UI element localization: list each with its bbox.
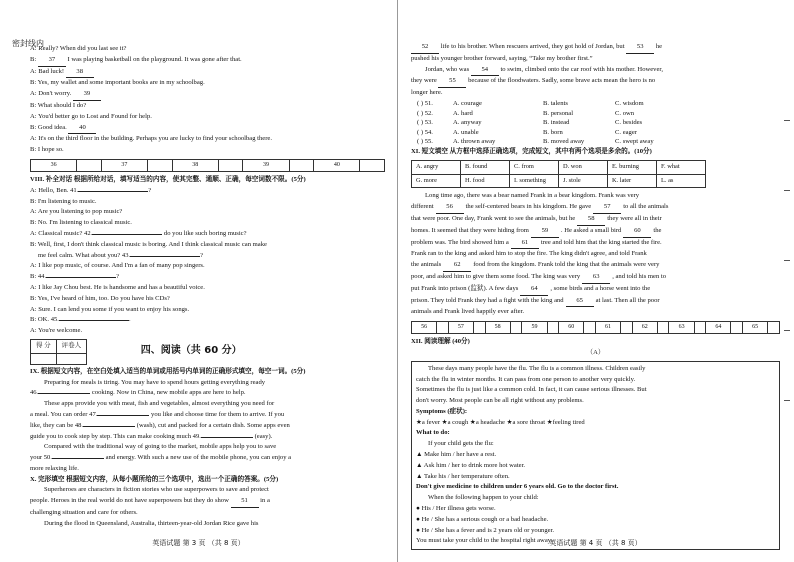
dialogue-line [30,55,385,67]
box-line: don't worry. Most people can be all right without any problems. [416,397,584,405]
answer-blank-44[interactable] [46,277,116,278]
answer-cell: 37 [101,159,147,171]
story-line [411,238,780,250]
answer-box[interactable] [731,322,743,334]
word-option: I. something [510,174,559,188]
story-text: food from the kingdom. Frank told the king that the animals were very [473,261,660,269]
answer-blank[interactable]: 62 [443,260,471,272]
story-text: they were all in their [607,214,662,222]
dialogue-line: A: You're welcome. [30,327,83,335]
answer-cell: 62 [632,322,657,334]
answer-blank-37[interactable]: 37 [38,55,66,67]
box-line: catch the flu in winter months. It can pass from one person to another very quickly. [416,375,636,383]
answer-blank[interactable]: 56 [436,202,464,214]
answer-cell: 36 [31,159,77,171]
answer-blank-41[interactable] [78,191,148,192]
answer-blank-39[interactable]: 39 [73,89,101,101]
paragraph-text: (easy). [252,432,273,440]
answer-box[interactable] [584,322,596,334]
story-text: at last. Then all the poor [595,296,660,304]
story-line [411,214,780,226]
story-text: that were poor. One day, Frank went to see the animals, but he [411,214,576,222]
grader-label: 评卷人 [56,339,87,353]
speaker: B: [30,55,38,63]
dialogue-line: B: Well, first, I don't think classical music is boring. And I think classical music can make [30,240,267,248]
paragraph-line [411,65,780,77]
question-number: ( ) 54. [417,128,433,136]
option-c[interactable]: C. eager [615,128,637,136]
right-page [397,0,794,562]
dialogue-line: B: Yes, I've heard of him, too. Do you have his CDs? [30,294,170,302]
story-text: , some birds and a horse went into the [550,284,651,292]
option-a[interactable]: A. anyway [453,119,482,127]
punct: ? [116,273,120,281]
story-line [411,307,780,318]
story-text: homes. It seemed that they were hiding from [411,226,529,234]
dialogue-text: A: Don't worry. [30,90,73,98]
option-c[interactable]: C. own [615,109,635,117]
margin-mark [784,260,790,261]
option-row [417,118,780,128]
paragraph-line: longer here. [411,89,443,97]
answer-box[interactable] [768,322,780,334]
answer-box[interactable] [77,159,102,171]
answer-blank[interactable]: 61 [511,238,539,250]
dialogue-text: me feel calm. What about you? 43. [38,251,131,259]
option-row [417,128,780,138]
answer-blank-54[interactable]: 54 [471,65,499,77]
todo-item: ▲ Ask him / her to drink more hot water. [416,461,526,469]
dialogue-line [30,186,385,197]
punct: . [128,316,131,324]
symptoms-list: ★a fever ★a cough ★a headache ★a sore throat ★feeling tired [416,418,585,426]
blank-number: 46. [30,389,39,397]
dialogue-line: A: I like pop music, of course. And I'm a fan of many pop singers. [30,262,205,270]
passage-a-label: （A） [586,348,605,356]
answer-cell: 40 [314,159,360,171]
answer-box[interactable] [474,322,486,334]
section-xii-title: XII. 阅读理解 (40分) [411,338,470,346]
story-text: the [653,226,662,234]
answer-cell: 65 [743,322,768,334]
paragraph-text: like, they can be 48. [30,421,84,429]
word-option: D. won [559,160,608,174]
paragraph-line: pushed his younger brother forward, saying, “Take my brother first.” [411,54,593,62]
option-c[interactable]: C. swept away [615,138,654,146]
score-table [30,339,87,365]
symptoms-heading: Symptoms (症状): [416,407,468,415]
paragraph-line [30,421,385,432]
answer-cell: 64 [706,322,731,334]
word-option: G. more [412,174,461,188]
option-row [417,99,780,109]
story-line [411,260,780,272]
punct: ? [148,186,152,194]
story-line [411,226,780,238]
answer-blank-47[interactable] [97,415,149,416]
answer-blank-48[interactable] [83,426,135,427]
dialogue-line [30,315,385,326]
answer-blank-55[interactable]: 55 [438,76,466,88]
paragraph-text: cooking. Now in China, new mobile apps are here to help. [90,389,246,397]
answer-blank-49[interactable] [201,437,253,438]
question-number: ( ) 51. [417,99,433,107]
answer-cell: 38 [172,159,218,171]
word-bank [411,160,706,189]
paragraph-text: he [654,43,663,50]
dialogue-line: A: Are you listening to pop music? [30,208,123,216]
paragraph-line [411,42,780,54]
follow-item: ● He / She has a serious cough or a bad headache. [416,515,549,523]
answer-blank-38[interactable]: 38 [66,67,94,79]
options-list [411,99,780,147]
story-text: tree and told him that the king started the fire. [540,238,662,246]
paragraph-line: Superheroes are characters in fiction stories who use superpowers to save and protect [44,486,269,494]
answer-cell: 57 [448,322,473,334]
paragraph-line: more relaxing life. [30,464,79,472]
answer-blank-53[interactable]: 53 [626,42,654,54]
word-option: L. as [657,174,706,188]
follow-item: ● His / Her illness gets worse. [416,505,496,513]
story-text: prison. They told Frank they had a fight with the king and [411,296,564,304]
answer-cell: 39 [243,159,289,171]
answer-box[interactable] [621,322,633,334]
option-a[interactable]: A. unable [453,128,479,136]
answer-blank[interactable]: 63 [582,272,610,284]
right-content [411,42,780,550]
word-option: B. found [461,160,510,174]
story-line [411,272,780,284]
paragraph-line [30,388,385,399]
answer-blank-45[interactable] [59,320,129,321]
paragraph-text: (wash), cut and packed for a certain dish. Some apps even [135,421,290,429]
section-header-row [30,339,385,365]
dialogue-line: A: Really? When did you last see it? [30,45,127,52]
follow-item: ● He / She has a fever and is 2 years old or younger. [416,526,555,534]
paragraph-text: your 50. [30,454,52,462]
answer-blank-50[interactable] [52,458,104,459]
dialogue-text: A: Classical music? 42. [30,229,93,237]
story-text: the animals [411,261,442,269]
todo-item: ▲ Take his / her temperature often. [416,472,510,480]
option-c[interactable]: C. besides [615,119,643,127]
answer-cell: 60 [559,322,584,334]
paragraph-line: These apps provide you with meat, fish and vegetables, almost everything you need for [44,400,275,408]
dialogue-line: B: No. I'm listening to classical music. [30,219,132,227]
paragraph-text: people. Heroes in the real world do not have superpowers but they do show [30,497,229,505]
section-ix-title: IX. 根据短文内容，在空白处填入适当的单词或用括号内单词的正确形式填空，每空一词。(5分) [30,367,306,375]
paragraph-text: they were [411,77,437,85]
dialogue-text: I was playing basketball on the playground. It was gone after that. [65,55,242,63]
answer-blank[interactable]: 60 [623,226,651,238]
story-line [411,191,780,202]
follow-intro: When the following happen to your child: [428,494,539,502]
paragraph-line [30,496,385,508]
answer-blank[interactable]: 58 [577,214,605,226]
story-text: poor, and asked him to give them some food. The king was very [411,272,581,280]
story-text: , and told his men to [612,272,667,280]
paragraph-text: Jordan, who was [425,65,470,73]
margin-mark [784,120,790,121]
grader-box[interactable] [56,353,87,364]
punct: ? [200,251,204,259]
paragraph-text: life to his brother. When rescuers arrived, they got hold of Jordan, but [439,43,625,50]
page-footer: 英语试题 第 3 页 （共 8 页） [152,539,245,547]
answer-grid-56-65 [411,321,780,334]
word-option: H. food [461,174,510,188]
paragraph-text: in a [258,497,270,505]
answer-cell: 59 [522,322,547,334]
answer-cell: 58 [485,322,510,334]
answer-box[interactable] [148,159,173,171]
dialogue-line [30,272,385,283]
story-text: to all the animals [623,203,669,211]
paragraph-line [30,410,385,421]
score-label: 得 分 [31,339,57,353]
dialogue-line: B: What should I do? [30,101,87,109]
option-a[interactable]: A. courage [453,99,482,107]
paragraph-text: and energy. With such a new use of the mobile phone, you can enjoy a [103,454,292,462]
dialogue-line: A: It's on the third floor in the building. Perhaps you are lucky to find your schoolbag there. [30,135,272,143]
story-text: different [411,203,434,211]
option-a[interactable]: A. hard [453,109,473,117]
paragraph-line: During the flood in Queensland, Australia, thirteen-year-old Jordan Rice gave his [44,519,259,527]
dialogue-text: A: Bad luck! [30,67,66,75]
dialogue-line [30,123,385,135]
answer-blank[interactable]: 65 [566,296,594,308]
section-x-title: X. 完形填空 根据短文内容，从每小题所给的三个选项中，选出一个正确的答案。(5分) [30,475,279,483]
dialogue-text: A: Hello, Ben. 41. [30,186,79,194]
answer-box[interactable] [289,159,314,171]
story-text: put Frank into prison (监狱). A few days [411,284,519,292]
dialogue-line [30,229,385,240]
paragraph-text: to swim, climbed onto the car roof with his mother. However, [500,65,663,73]
paragraph-text: you like and choose time for them to arrive. If you [149,410,285,418]
margin-mark [784,400,790,401]
question-number: ( ) 53. [417,119,433,127]
box-last-line: You must take your child to the hospital right away. [416,537,553,545]
story-text: the self-centered bears in his kingdom. He gave [465,203,592,211]
word-option: E. burning [608,160,657,174]
story-text: . He asked a small bird [560,226,622,234]
box-line: These days many people have the flu. The flu is a common illness. Children easily [428,364,646,372]
paragraph-line: challenging situation and care for others. [30,509,138,517]
story-line [411,284,780,296]
word-option: A. angry [412,160,461,174]
paragraph-line [411,76,780,88]
answer-blank[interactable]: 59 [531,226,559,238]
todo-heading: What to do: [416,429,450,437]
todo-item: ▲ Make him / her have a rest. [416,451,497,459]
answer-blank-42[interactable] [92,234,162,235]
option-row [417,137,780,147]
story-text: animals and Frank lived happily ever after. [411,308,524,316]
section-title: 四、阅读（共 60 分） [140,345,242,357]
question-number: ( ) 55. [417,138,433,146]
story-line [411,296,780,308]
answer-blank-46[interactable] [38,393,90,394]
story-line [411,202,780,214]
story-text: problem was. The bird showed him a [411,238,509,246]
option-b[interactable]: B. talents [543,99,568,107]
dialogue-line: A: I like Jay Chou best. He is handsome and has a beautiful voice. [30,283,205,291]
dialogue-text: do you like such boring music? [163,229,247,237]
answer-box[interactable] [547,322,559,334]
box-line: Sometimes the flu is just like a common cold. In fact, it can cause serious illnesses. But [416,386,647,394]
answer-cell: 63 [669,322,694,334]
option-b[interactable]: B. instead [543,119,570,127]
answer-box[interactable] [510,322,522,334]
side-seal-label: 密封线内 [12,39,44,48]
answer-box[interactable] [218,159,243,171]
margin-mark [784,190,790,191]
answer-box[interactable] [437,322,449,334]
paragraph-line: Compared with the traditional way of going to the market, mobile apps help you to save [44,443,277,451]
section-xi-title: XI. 短文填空 从方框中选择正确选项，完成短文，其中有两个选项是多余的。(10分) [411,147,652,155]
paragraph-text: guide you to cook step by step. This can make cooking much 49. [30,432,201,440]
option-b[interactable]: B. born [543,128,563,136]
answer-blank-43[interactable] [130,256,200,257]
word-option: F. what [657,160,706,174]
dialogue-line: B: I'm listening to music. [30,197,97,205]
option-a[interactable]: A. thrown away [453,138,496,146]
answer-grid-36-40 [30,159,385,172]
option-b[interactable]: B. personal [543,109,574,117]
medicine-warning: Don't give medicine to children under 6 years old. Go to the doctor first. [416,483,619,491]
dialogue-line [30,251,385,262]
option-c[interactable]: C. wisdom [615,99,644,107]
todo-intro: If your child gets the flu: [428,440,494,448]
word-option: K. later [608,174,657,188]
option-b[interactable]: B. moved away [543,138,585,146]
answer-box[interactable] [657,322,669,334]
dialogue-text: B: OK. 45. [30,316,59,324]
answer-box[interactable] [694,322,706,334]
option-row [417,109,780,119]
answer-cell: 61 [595,322,620,334]
dialogue-line: A: Sure. I can lend you some if you want to enjoy his songs. [30,305,190,313]
answer-blank[interactable]: 57 [593,202,621,214]
page-footer: 英语试题 第 4 页 （共 8 页） [549,539,642,547]
flu-info-box [411,361,780,551]
answer-blank-51[interactable]: 51 [231,496,259,508]
story-line [411,249,780,260]
score-box[interactable] [31,353,57,364]
story-text: Long time ago, there was a bear named Frank in a bear kingdom. Frank was very [425,192,640,200]
paragraph-text: because of the floodwaters. Sadly, some brave acts mean the hero is no [468,77,656,85]
answer-box[interactable] [360,159,385,171]
answer-cell: 56 [412,322,437,334]
paragraph-text: a meal. You can order 47. [30,410,98,418]
section-viii-title: VIII. 补全对话 根据所给对话，填写适当的内容，使其完整、通顺、正确，每空词数不限。(5分) [30,175,306,183]
word-option: C. from [510,160,559,174]
dialogue-line: A: You'd better go to Lost and Found for help. [30,112,152,120]
word-option: J. stole [559,174,608,188]
dialogue-text: B: 44. [30,273,47,281]
story-text: Frank ran to the king and asked him to stop the fire. The king didn't agree, and told Frank [411,250,647,258]
dialogue-line: B: Yes, my wallet and some important books are in my schoolbag. [30,79,205,87]
dialogue-text: B: Good idea. [30,123,69,131]
margin-mark [784,330,790,331]
paragraph-line: Preparing for meals is tiring. You may have to spend hours getting everything ready [44,378,266,386]
answer-blank-52[interactable]: 52 [411,42,439,54]
question-number: ( ) 52. [417,109,433,117]
dialogue-line [30,89,385,101]
paragraph-line [30,453,385,464]
paragraph-line [30,432,385,443]
dialogue-line [30,67,385,79]
left-content [30,44,385,530]
story-passage [411,191,780,318]
answer-blank[interactable]: 64 [520,284,548,296]
answer-blank-40[interactable]: 40 [68,123,96,135]
dialogue-line: B: I hope so. [30,146,64,154]
